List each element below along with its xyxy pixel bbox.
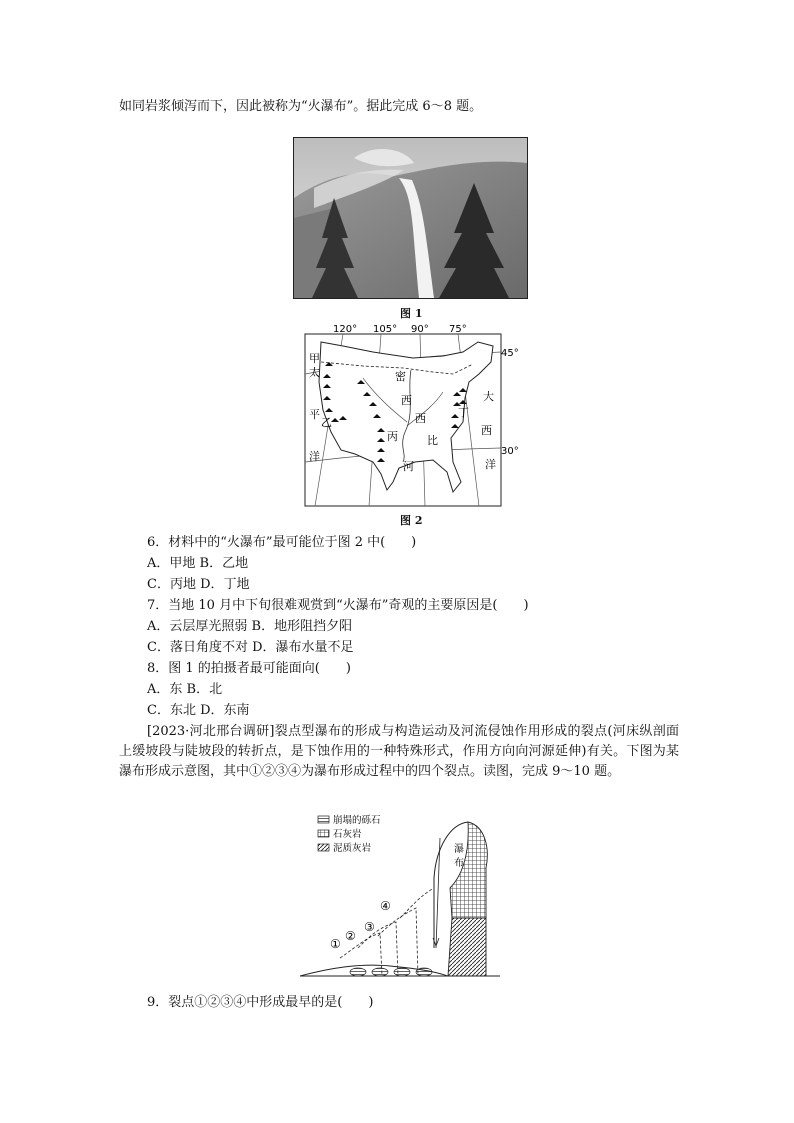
- question-7-options-cd: C．落日角度不对 D．瀑布水量不足: [147, 640, 354, 655]
- question-8: 8．图 1 的拍摄者最可能面向( ): [147, 661, 351, 676]
- north-america-map: [303, 322, 533, 510]
- lon-label: 105°: [373, 324, 398, 335]
- place-label: 西: [481, 424, 492, 437]
- place-label: 太: [309, 366, 320, 379]
- waterfall-formation-diagram: [300, 808, 500, 980]
- question-8-options-cd: C．东北 D．东南: [147, 703, 250, 718]
- figure-2-caption: 图 2: [400, 514, 423, 527]
- legend-label: 石灰岩: [333, 829, 362, 840]
- place-label: 密: [395, 370, 406, 383]
- place-label: 河: [403, 460, 414, 473]
- question-8-options-ab: A．东 B．北: [147, 682, 223, 697]
- question-7: 7．当地 10 月中下旬很难观赏到“火瀑布”奇观的主要原因是( ): [147, 598, 529, 613]
- place-label: 乙: [321, 416, 332, 429]
- knickpoint-label: ①: [330, 937, 341, 951]
- intro-text: 如同岩浆倾泻而下，因此被称为“火瀑布”。据此完成 6～8 题。: [119, 99, 483, 114]
- knickpoint-label: ③: [364, 920, 375, 934]
- place-label: 西: [401, 394, 412, 407]
- figure-1-photo: [293, 137, 528, 299]
- question-6-options-ab: A．甲地 B．乙地: [147, 556, 249, 571]
- waterfall-label: 瀑: [454, 844, 464, 855]
- place-label: 西: [415, 412, 426, 425]
- passage-text: [2023·河北邢台调研]裂点型瀑布的形成与构造运动及河流侵蚀作用形成的裂点(河床纵剖面上缓坡段与陡坡段的转折点，是下蚀作用的一种特殊形式，作用方向向河源延伸)有关。下图为某瀑布形成示意图，其中①②③④为瀑布形成过程中的四个裂点。读图，完成 9～10 题。: [119, 724, 679, 779]
- figure-3-diagram: [300, 808, 500, 980]
- question-7-options-ab: A．云层厚光照弱 B．地形阻挡夕阳: [147, 619, 353, 634]
- place-label: 洋: [309, 450, 320, 463]
- lon-label: 90°: [411, 324, 429, 335]
- question-9: 9．裂点①②③④中形成最早的是( ): [147, 995, 374, 1010]
- knickpoint-label: ④: [380, 899, 391, 913]
- question-6: 6．材料中的“火瀑布”最可能位于图 2 中( ): [147, 535, 417, 550]
- lon-label: 75°: [449, 324, 467, 335]
- place-label: 大: [483, 390, 494, 403]
- figure-2-map: [303, 322, 533, 510]
- place-label: 洋: [485, 458, 496, 471]
- lat-label: 45°: [501, 348, 519, 359]
- place-label: 甲: [309, 352, 320, 365]
- lat-label: 30°: [501, 446, 519, 457]
- lon-label: 120°: [333, 324, 358, 335]
- place-label: 平: [309, 408, 320, 421]
- place-label: 比: [427, 434, 438, 447]
- place-label: 丁: [458, 406, 469, 419]
- figure-1-caption: 图 1: [400, 307, 423, 320]
- legend-label: 崩塌的砾石: [333, 815, 381, 826]
- legend-label: 泥质灰岩: [333, 843, 372, 854]
- waterfall-label: 布: [454, 858, 464, 869]
- question-6-options-cd: C．丙地 D．丁地: [147, 577, 250, 592]
- place-label: 丙: [387, 430, 398, 443]
- waterfall-photo: [294, 138, 527, 298]
- knickpoint-label: ②: [345, 929, 356, 943]
